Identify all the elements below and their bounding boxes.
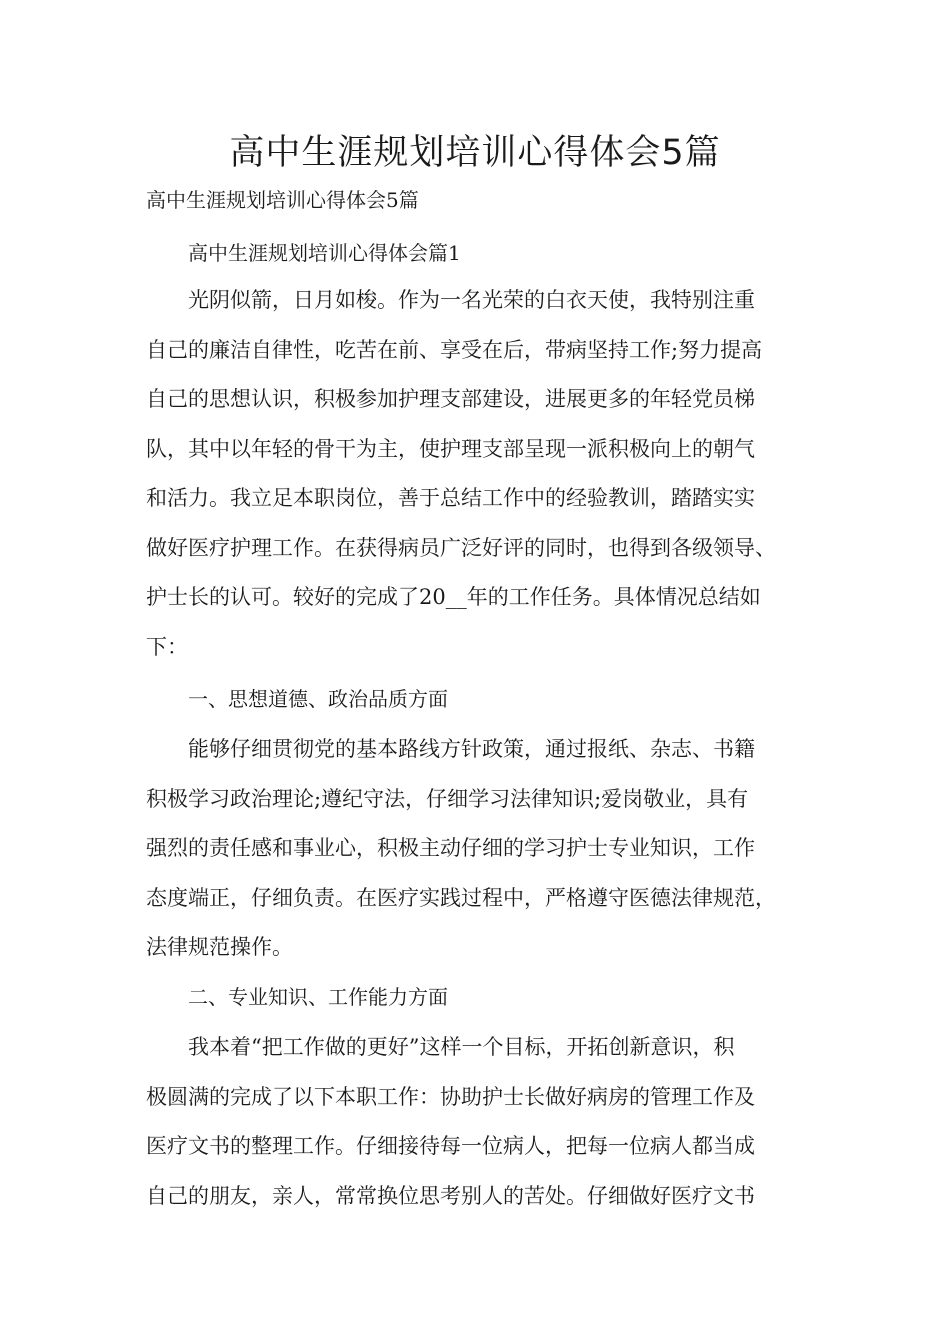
- section-1-heading: 一、思想道德、政治品质方面: [188, 687, 448, 711]
- part-heading: 高中生涯规划培训心得体会篇1: [188, 241, 461, 265]
- paragraph-3: [146, 1023, 826, 1221]
- paragraph-2: [146, 725, 826, 973]
- paragraph-line: 护士长的认可。较好的完成了20__年的工作任务。具体情况总结如: [146, 585, 761, 609]
- paragraph-1: [146, 276, 826, 672]
- paragraph-line: 自己的廉洁自律性，吃苦在前、享受在后，带病坚持工作;努力提高: [146, 337, 763, 362]
- paragraph-line: 自己的朋友，亲人，常常换位思考别人的苦处。仔细做好医疗文书: [146, 1183, 755, 1208]
- paragraph-line: 医疗文书的整理工作。仔细接待每一位病人，把每一位病人都当成: [146, 1134, 755, 1158]
- paragraph-line: 下：: [146, 634, 188, 659]
- paragraph-line: 法律规范操作。: [146, 935, 293, 959]
- paragraph-line: 极圆满的完成了以下本职工作：协助护士长做好病房的管理工作及: [146, 1084, 755, 1109]
- paragraph-line: 态度端正，仔细负责。在医疗实践过程中，严格遵守医德法律规范，: [146, 885, 776, 910]
- paragraph-line: 强烈的责任感和事业心，积极主动仔细的学习护士专业知识，工作: [146, 836, 755, 860]
- section-2-heading: 二、专业知识、工作能力方面: [188, 985, 448, 1009]
- paragraph-line: 做好医疗护理工作。在获得病员广泛好评的同时，也得到各级领导、: [146, 535, 776, 560]
- paragraph-line: 我本着“把工作做的更好”这样一个目标，开拓创新意识，积: [188, 1035, 735, 1059]
- paragraph-line: 队，其中以年轻的骨干为主，使护理支部呈现一派积极向上的朝气: [146, 436, 755, 461]
- document-subtitle: 高中生涯规划培训心得体会5篇: [146, 188, 419, 212]
- document-title: 高中生涯规划培训心得体会5篇: [229, 133, 721, 173]
- paragraph-line: 能够仔细贯彻党的基本路线方针政策，通过报纸、杂志、书籍: [188, 737, 755, 761]
- paragraph-line: 光阴似箭，日月如梭。作为一名光荣的白衣天使，我特别注重: [188, 288, 755, 312]
- paragraph-line: 积极学习政治理论;遵纪守法，仔细学习法律知识;爱岗敬业，具有: [146, 786, 749, 811]
- paragraph-line: 和活力。我立足本职岗位，善于总结工作中的经验教训，踏踏实实: [146, 486, 755, 510]
- paragraph-line: 自己的思想认识，积极参加护理支部建设，进展更多的年轻党员梯: [146, 387, 755, 411]
